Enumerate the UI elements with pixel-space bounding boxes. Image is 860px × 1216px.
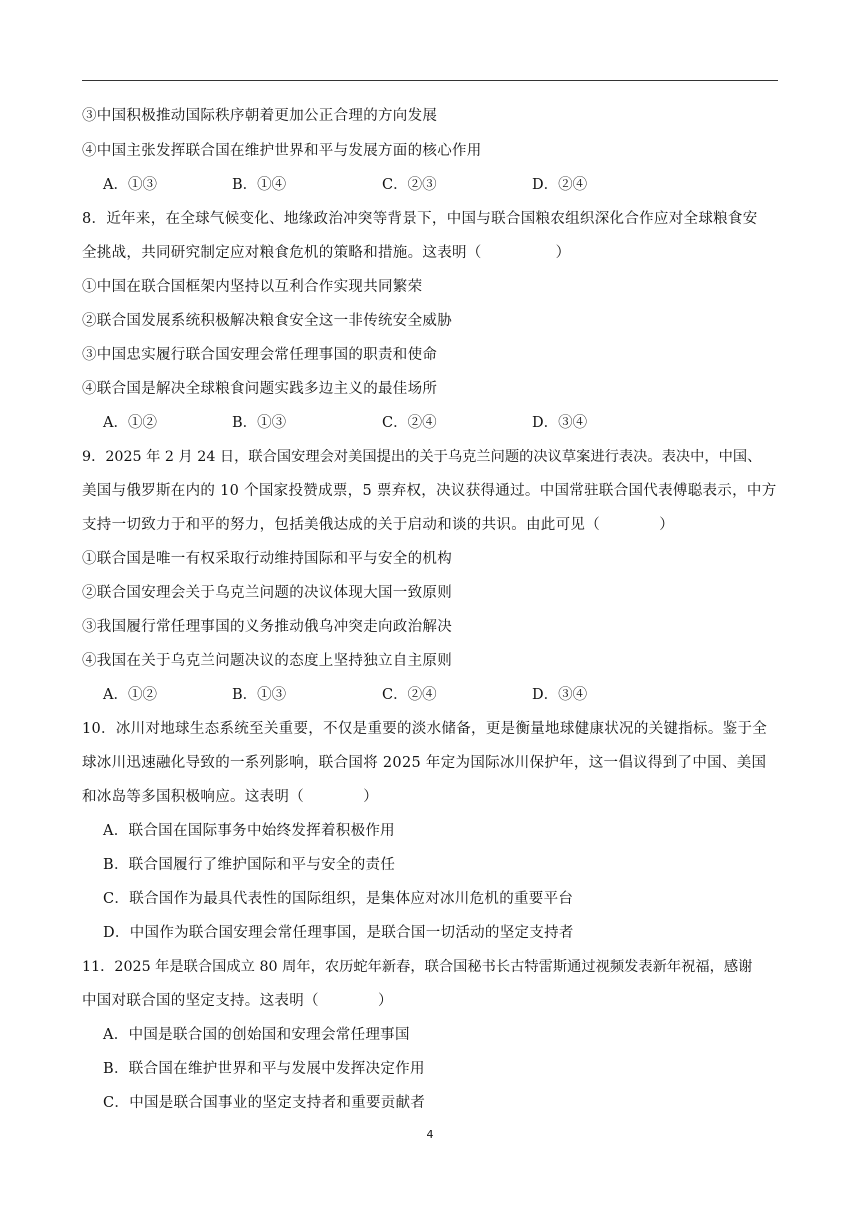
q8-stem-line-2: 全挑战，共同研究制定应对粮食危机的策略和措施。这表明（ ） xyxy=(82,245,571,261)
q7-option-b: B．①④ xyxy=(232,177,287,193)
q9-statement-1: ①联合国是唯一有权采取行动维持国际和平与安全的机构 xyxy=(82,551,452,567)
q7-option-d: D．②④ xyxy=(532,177,588,193)
q8-statement-1: ①中国在联合国框架内坚持以互利合作实现共同繁荣 xyxy=(82,279,423,295)
page-number: 4 xyxy=(426,1128,434,1141)
q9-statement-2: ②联合国安理会关于乌克兰问题的决议体现大国一致原则 xyxy=(82,585,452,601)
q10-stem-line-1: 10．冰川对地球生态系统至关重要，不仅是重要的淡水储备，更是衡量地球健康状况的关键指标。鉴于全 xyxy=(82,721,768,737)
header-rule xyxy=(82,80,778,81)
q11-option-c: C．中国是联合国事业的坚定支持者和重要贡献者 xyxy=(103,1095,426,1111)
q8-option-b: B．①③ xyxy=(232,415,287,431)
q8-option-d: D．③④ xyxy=(532,415,588,431)
q8-stem-line-1: 8．近年来，在全球气候变化、地缘政治冲突等背景下，中国与联合国粮农组织深化合作应对全球粮食安 xyxy=(82,211,758,227)
q10-option-b: B．联合国履行了维护国际和平与安全的责任 xyxy=(103,857,396,873)
q9-stem-line-1: 9．2025 年 2 月 24 日，联合国安理会对美国提出的关于乌克兰问题的决议草案进行表决。表决中，中国、 xyxy=(82,449,762,465)
q9-statement-4: ④我国在关于乌克兰问题决议的态度上坚持独立自主原则 xyxy=(82,653,452,669)
q7-statement-3: ③中国积极推动国际秩序朝着更加公正合理的方向发展 xyxy=(82,108,438,124)
q9-stem-line-2: 美国与俄罗斯在内的 10 个国家投赞成票，5 票弃权，决议获得通过。中国常驻联合国代表傅聪表示，中方 xyxy=(82,483,777,499)
q11-stem-line-2: 中国对联合国的坚定支持。这表明（ ） xyxy=(82,993,393,1009)
q7-option-c: C．②③ xyxy=(382,177,437,193)
q10-option-a: A．联合国在国际事务中始终发挥着积极作用 xyxy=(103,823,395,839)
q11-option-b: B．联合国在维护世界和平与发展中发挥决定作用 xyxy=(103,1061,425,1077)
q9-stem-line-3: 支持一切致力于和平的努力，包括美俄达成的关于启动和谈的共识。由此可见（ ） xyxy=(82,517,674,533)
q11-option-a: A．中国是联合国的创始国和安理会常任理事国 xyxy=(103,1027,410,1043)
q8-statement-2: ②联合国发展系统积极解决粮食安全这一非传统安全威胁 xyxy=(82,313,452,329)
q11-stem-line-1: 11．2025 年是联合国成立 80 周年，农历蛇年新春，联合国秘书长古特雷斯通过视频发表新年祝福，感谢 xyxy=(82,959,753,975)
q9-option-b: B．①③ xyxy=(232,687,287,703)
q10-option-c: C．联合国作为最具代表性的国际组织，是集体应对冰川危机的重要平台 xyxy=(103,891,574,907)
q10-option-d: D．中国作为联合国安理会常任理事国，是联合国一切活动的坚定支持者 xyxy=(103,925,574,941)
q10-stem-line-2: 球冰川迅速融化导致的一系列影响，联合国将 2025 年定为国际冰川保护年，这一倡议得到了中国、美国 xyxy=(82,755,767,771)
q10-stem-line-3: 和冰岛等多国积极响应。这表明（ ） xyxy=(82,789,378,805)
q9-option-a: A．①② xyxy=(103,687,157,703)
q8-option-a: A．①② xyxy=(103,415,157,431)
q9-statement-3: ③我国履行常任理事国的义务推动俄乌冲突走向政治解决 xyxy=(82,619,452,635)
q8-statement-4: ④联合国是解决全球粮食问题实践多边主义的最佳场所 xyxy=(82,381,438,397)
q8-option-c: C．②④ xyxy=(382,415,437,431)
q7-option-a: A．①③ xyxy=(103,177,157,193)
q8-statement-3: ③中国忠实履行联合国安理会常任理事国的职责和使命 xyxy=(82,347,438,363)
q9-option-c: C．②④ xyxy=(382,687,437,703)
q7-statement-4: ④中国主张发挥联合国在维护世界和平与发展方面的核心作用 xyxy=(82,143,482,159)
q9-option-d: D．③④ xyxy=(532,687,588,703)
